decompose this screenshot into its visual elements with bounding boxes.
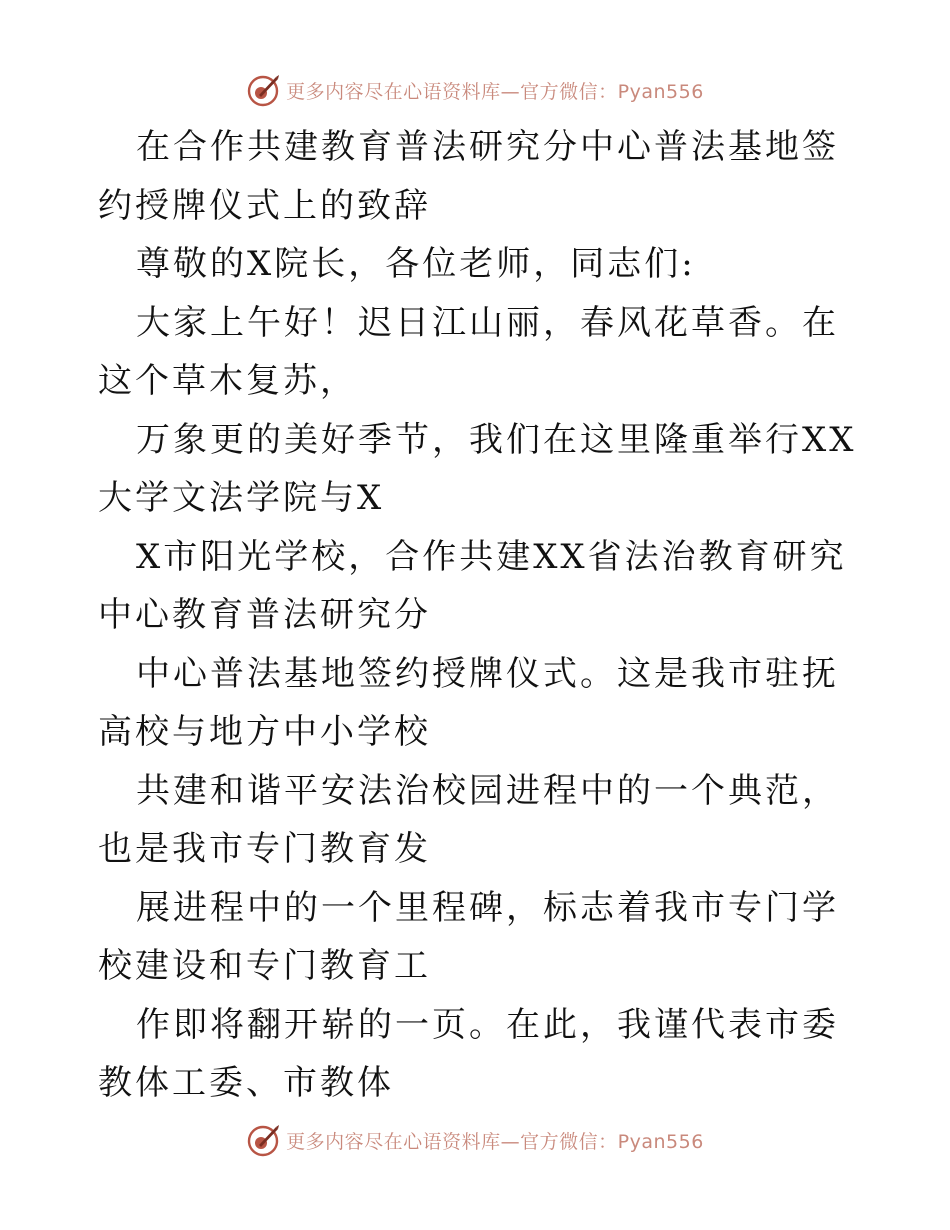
body-paragraph: 大家上午好！迟日江山丽，春风花草香。在这个草木复苏， xyxy=(98,302,839,401)
footer-watermark-banner xyxy=(0,1120,950,1160)
body-paragraph: 共建和谐平安法治校园进程中的一个典范，也是我市专门教育发 xyxy=(98,770,839,869)
watermark-text: 更多内容尽在心语资料库—官方微信：Pyan556 xyxy=(286,1130,704,1153)
body-paragraph: 作即将翻开崭的一页。在此，我谨代表市委教体工委、市教体 xyxy=(98,1004,839,1103)
salutation: 尊敬的X院长，各位老师，同志们: xyxy=(136,244,696,284)
header-watermark-banner xyxy=(0,70,950,110)
quill-pen-logo-icon xyxy=(246,1123,280,1157)
body-paragraph: 万象更的美好季节，我们在这里隆重举行XX大学文法学院与X xyxy=(98,419,857,518)
document-body xyxy=(98,118,858,1113)
body-paragraph: 展进程中的一个里程碑，标志着我市专门学校建设和专门教育工 xyxy=(98,887,839,986)
body-paragraph: 中心普法基地签约授牌仪式。这是我市驻抚高校与地方中小学校 xyxy=(98,653,839,752)
quill-pen-logo-icon xyxy=(246,73,280,107)
document-title: 在合作共建教育普法研究分中心普法基地签约授牌仪式上的致辞 xyxy=(98,127,839,226)
watermark-text: 更多内容尽在心语资料库—官方微信：Pyan556 xyxy=(286,80,704,103)
body-paragraph: X市阳光学校，合作共建XX省法治教育研究中心教育普法研究分 xyxy=(98,536,847,635)
